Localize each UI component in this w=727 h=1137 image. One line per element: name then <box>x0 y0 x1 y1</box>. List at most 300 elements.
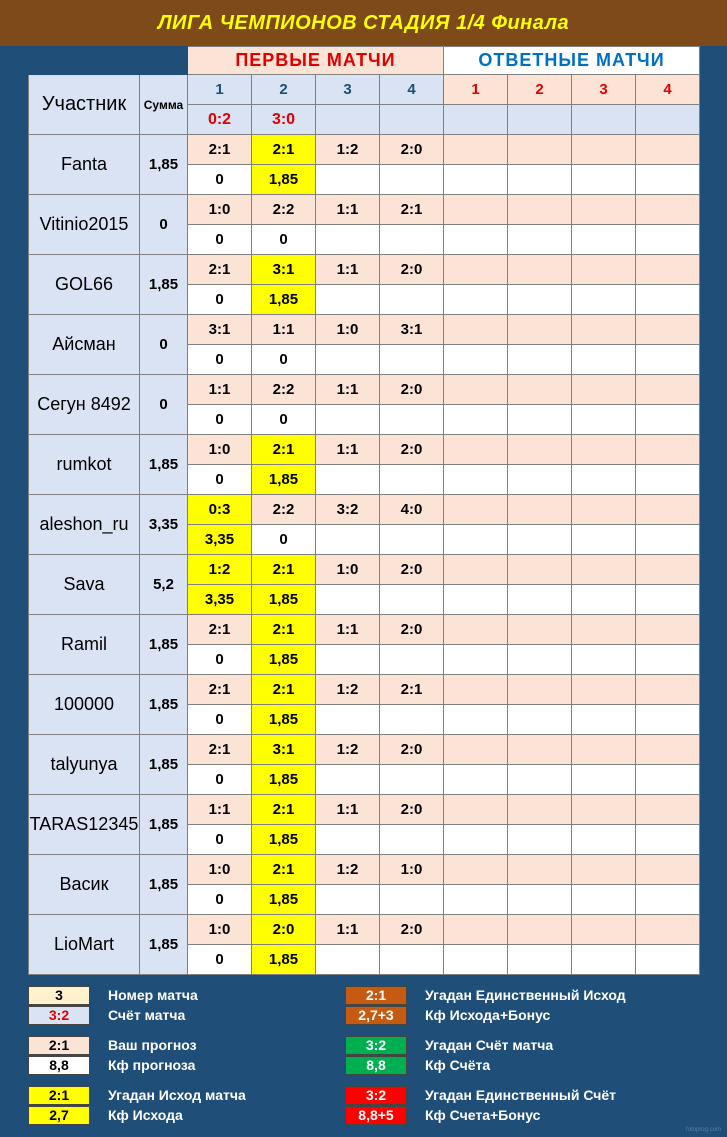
coefficient-cell <box>316 885 380 915</box>
return-coefficient-cell <box>508 765 572 795</box>
prediction-cell: 1:2 <box>188 555 252 585</box>
prediction-cell: 1:1 <box>252 315 316 345</box>
return-coefficient-cell <box>444 705 508 735</box>
return-prediction-cell <box>444 795 508 825</box>
return-coefficient-cell <box>572 765 636 795</box>
return-prediction-cell <box>444 675 508 705</box>
prediction-cell: 2:1 <box>252 135 316 165</box>
return-prediction-cell <box>636 915 700 945</box>
coefficient-cell: 3,35 <box>188 525 252 555</box>
return-prediction-cell <box>572 675 636 705</box>
prediction-cell: 1:2 <box>316 855 380 885</box>
coefficient-cell <box>316 765 380 795</box>
coefficient-cell: 1,85 <box>252 705 316 735</box>
sum-column-header: Сумма <box>140 75 188 135</box>
first-matches-header: ПЕРВЫЕ МАТЧИ <box>188 47 444 75</box>
prediction-cell: 2:1 <box>188 255 252 285</box>
return-coefficient-cell <box>444 525 508 555</box>
return-coefficient-cell <box>636 645 700 675</box>
return-prediction-cell <box>444 135 508 165</box>
participant-sum: 0 <box>140 315 188 375</box>
legend-label: Угадан Исход матча <box>108 1087 246 1103</box>
coefficient-cell: 0 <box>188 465 252 495</box>
participant-sum: 1,85 <box>140 735 188 795</box>
return-coefficient-cell <box>444 465 508 495</box>
coefficient-cell <box>380 705 444 735</box>
participant-column-header: Участник <box>29 75 140 135</box>
prediction-cell: 1:1 <box>316 915 380 945</box>
header-spacer <box>29 47 188 75</box>
coefficient-cell <box>316 465 380 495</box>
legend-label: Угадан Счёт матча <box>425 1037 554 1053</box>
legend-swatch: 3:2 <box>345 1036 407 1055</box>
participant-name: aleshon_ru <box>29 495 140 555</box>
participant-name: Ramil <box>29 615 140 675</box>
return-coefficient-cell <box>508 945 572 975</box>
participant-name: 100000 <box>29 675 140 735</box>
match-score: 0:2 <box>188 105 252 135</box>
legend-label: Кф Исхода <box>108 1107 183 1123</box>
prediction-cell: 2:1 <box>252 675 316 705</box>
return-coefficient-cell <box>508 465 572 495</box>
coefficient-cell <box>316 945 380 975</box>
return-coefficient-cell <box>508 405 572 435</box>
return-match-score <box>636 105 700 135</box>
coefficient-cell <box>316 405 380 435</box>
return-prediction-cell <box>636 555 700 585</box>
return-coefficient-cell <box>572 705 636 735</box>
return-coefficient-cell <box>444 825 508 855</box>
legend-label: Угадан Единственный Счёт <box>425 1087 617 1103</box>
participant-name: Сегун 8492 <box>29 375 140 435</box>
return-coefficient-cell <box>636 945 700 975</box>
legend <box>0 980 727 1137</box>
prediction-cell: 1:1 <box>316 195 380 225</box>
return-match-number: 3 <box>572 75 636 105</box>
prediction-cell: 1:1 <box>316 795 380 825</box>
return-coefficient-cell <box>636 285 700 315</box>
participant-row <box>29 375 700 405</box>
return-prediction-cell <box>636 375 700 405</box>
coefficient-cell: 0 <box>188 165 252 195</box>
return-prediction-cell <box>636 675 700 705</box>
return-coefficient-cell <box>508 645 572 675</box>
return-coefficient-cell <box>636 825 700 855</box>
prediction-cell: 3:1 <box>188 315 252 345</box>
return-coefficient-cell <box>444 405 508 435</box>
legend-item <box>28 1105 183 1125</box>
prediction-cell: 1:1 <box>316 255 380 285</box>
prediction-cell: 1:0 <box>316 315 380 345</box>
prediction-cell: 2:0 <box>380 435 444 465</box>
coefficient-cell: 0 <box>252 405 316 435</box>
return-prediction-cell <box>508 855 572 885</box>
participant-name: Vitinio2015 <box>29 195 140 255</box>
return-prediction-cell <box>444 195 508 225</box>
return-prediction-cell <box>444 555 508 585</box>
coefficient-cell: 1,85 <box>252 465 316 495</box>
coefficient-cell: 0 <box>188 285 252 315</box>
return-coefficient-cell <box>508 525 572 555</box>
return-match-score <box>572 105 636 135</box>
prediction-cell: 0:3 <box>188 495 252 525</box>
prediction-cell: 2:0 <box>380 255 444 285</box>
return-coefficient-cell <box>636 465 700 495</box>
participant-sum: 3,35 <box>140 495 188 555</box>
return-prediction-cell <box>508 315 572 345</box>
return-coefficient-cell <box>636 525 700 555</box>
legend-label: Ваш прогноз <box>108 1037 197 1053</box>
return-prediction-cell <box>572 615 636 645</box>
prediction-cell: 1:2 <box>316 135 380 165</box>
prediction-cell: 3:1 <box>252 255 316 285</box>
return-coefficient-cell <box>572 285 636 315</box>
coefficient-cell <box>316 585 380 615</box>
return-coefficient-cell <box>444 645 508 675</box>
legend-item <box>28 1005 185 1025</box>
prediction-cell: 4:0 <box>380 495 444 525</box>
return-prediction-cell <box>444 735 508 765</box>
return-prediction-cell <box>572 315 636 345</box>
coefficient-cell: 0 <box>188 825 252 855</box>
legend-swatch: 2,7 <box>28 1106 90 1125</box>
legend-item <box>345 1085 616 1105</box>
coefficient-cell: 0 <box>188 765 252 795</box>
legend-label: Угадан Единственный Исход <box>425 987 626 1003</box>
return-prediction-cell <box>444 615 508 645</box>
coefficient-cell <box>380 585 444 615</box>
coefficient-cell <box>380 945 444 975</box>
match-score <box>380 105 444 135</box>
participant-row <box>29 135 700 165</box>
coefficient-cell <box>316 825 380 855</box>
participant-sum: 1,85 <box>140 135 188 195</box>
participant-sum: 1,85 <box>140 675 188 735</box>
return-prediction-cell <box>572 915 636 945</box>
return-prediction-cell <box>572 375 636 405</box>
coefficient-cell <box>380 885 444 915</box>
participant-row <box>29 795 700 825</box>
return-prediction-cell <box>636 135 700 165</box>
return-prediction-cell <box>636 195 700 225</box>
participant-name: talyunya <box>29 735 140 795</box>
participant-name: Sava <box>29 555 140 615</box>
participant-name: TARAS12345 <box>29 795 140 855</box>
return-coefficient-cell <box>636 765 700 795</box>
legend-item <box>28 1035 197 1055</box>
return-match-number: 4 <box>636 75 700 105</box>
return-coefficient-cell <box>508 225 572 255</box>
coefficient-cell <box>316 285 380 315</box>
legend-item <box>345 1035 553 1055</box>
return-coefficient-cell <box>508 285 572 315</box>
participant-name: GOL66 <box>29 255 140 315</box>
coefficient-cell: 0 <box>252 345 316 375</box>
participant-sum: 1,85 <box>140 795 188 855</box>
coefficient-cell: 1,85 <box>252 945 316 975</box>
participant-sum: 1,85 <box>140 615 188 675</box>
prediction-cell: 2:0 <box>380 735 444 765</box>
prediction-cell: 2:1 <box>252 855 316 885</box>
coefficient-cell: 0 <box>252 225 316 255</box>
return-prediction-cell <box>444 915 508 945</box>
page-title: ЛИГА ЧЕМПИОНОВ СТАДИЯ 1/4 Финала <box>0 0 727 46</box>
return-prediction-cell <box>508 915 572 945</box>
return-coefficient-cell <box>572 405 636 435</box>
return-coefficient-cell <box>444 765 508 795</box>
first-match-number: 2 <box>252 75 316 105</box>
return-prediction-cell <box>572 735 636 765</box>
prediction-cell: 2:2 <box>252 195 316 225</box>
coefficient-cell <box>380 165 444 195</box>
coefficient-cell <box>316 225 380 255</box>
prediction-cell: 3:1 <box>380 315 444 345</box>
coefficient-cell: 0 <box>188 945 252 975</box>
coefficient-cell: 1,85 <box>252 645 316 675</box>
return-match-number: 1 <box>444 75 508 105</box>
return-prediction-cell <box>572 195 636 225</box>
coefficient-cell <box>380 765 444 795</box>
participant-sum: 1,85 <box>140 855 188 915</box>
return-coefficient-cell <box>636 345 700 375</box>
legend-item <box>345 1105 540 1125</box>
legend-item <box>28 1085 246 1105</box>
participant-row <box>29 735 700 765</box>
return-prediction-cell <box>508 195 572 225</box>
participant-row <box>29 315 700 345</box>
coefficient-cell <box>380 525 444 555</box>
return-prediction-cell <box>508 555 572 585</box>
return-prediction-cell <box>444 855 508 885</box>
return-coefficient-cell <box>444 885 508 915</box>
participant-row <box>29 675 700 705</box>
coefficient-cell: 0 <box>252 525 316 555</box>
prediction-cell: 2:1 <box>380 675 444 705</box>
coefficient-cell: 1,85 <box>252 285 316 315</box>
prediction-cell: 2:0 <box>380 375 444 405</box>
legend-swatch: 8,8 <box>345 1056 407 1075</box>
return-prediction-cell <box>572 255 636 285</box>
return-prediction-cell <box>636 855 700 885</box>
prediction-cell: 2:2 <box>252 375 316 405</box>
prediction-cell: 2:1 <box>380 195 444 225</box>
return-coefficient-cell <box>508 585 572 615</box>
coefficient-cell: 1,85 <box>252 825 316 855</box>
prediction-cell: 2:1 <box>252 615 316 645</box>
match-score <box>316 105 380 135</box>
return-prediction-cell <box>508 675 572 705</box>
coefficient-cell: 0 <box>188 405 252 435</box>
return-coefficient-cell <box>636 225 700 255</box>
first-match-number: 4 <box>380 75 444 105</box>
return-coefficient-cell <box>572 645 636 675</box>
return-prediction-cell <box>508 495 572 525</box>
participant-name: Васик <box>29 855 140 915</box>
coefficient-cell: 0 <box>188 645 252 675</box>
participant-row <box>29 915 700 945</box>
return-prediction-cell <box>444 375 508 405</box>
return-coefficient-cell <box>444 225 508 255</box>
prediction-cell: 1:0 <box>188 915 252 945</box>
return-prediction-cell <box>636 615 700 645</box>
coefficient-cell <box>380 645 444 675</box>
prediction-cell: 2:0 <box>380 915 444 945</box>
legend-item <box>28 985 198 1005</box>
legend-item <box>345 1055 490 1075</box>
first-match-number: 3 <box>316 75 380 105</box>
return-coefficient-cell <box>444 585 508 615</box>
return-coefficient-cell <box>572 465 636 495</box>
coefficient-cell: 0 <box>188 225 252 255</box>
return-coefficient-cell <box>508 825 572 855</box>
return-prediction-cell <box>508 615 572 645</box>
return-prediction-cell <box>508 735 572 765</box>
coefficient-cell: 1,85 <box>252 885 316 915</box>
prediction-cell: 2:1 <box>188 135 252 165</box>
prediction-cell: 2:0 <box>380 795 444 825</box>
return-prediction-cell <box>508 255 572 285</box>
return-prediction-cell <box>444 255 508 285</box>
coefficient-cell: 1,85 <box>252 585 316 615</box>
prediction-cell: 2:0 <box>380 555 444 585</box>
return-coefficient-cell <box>572 825 636 855</box>
coefficient-cell: 3,35 <box>188 585 252 615</box>
prediction-cell: 1:2 <box>316 675 380 705</box>
match-score: 3:0 <box>252 105 316 135</box>
prediction-cell: 2:2 <box>252 495 316 525</box>
return-prediction-cell <box>572 495 636 525</box>
return-prediction-cell <box>636 435 700 465</box>
participant-sum: 1,85 <box>140 915 188 975</box>
legend-swatch: 2:1 <box>28 1086 90 1105</box>
return-prediction-cell <box>444 315 508 345</box>
prediction-cell: 1:0 <box>316 555 380 585</box>
return-match-score <box>444 105 508 135</box>
return-matches-header: ОТВЕТНЫЕ МАТЧИ <box>444 47 700 75</box>
return-coefficient-cell <box>572 525 636 555</box>
return-coefficient-cell <box>572 345 636 375</box>
first-match-number: 1 <box>188 75 252 105</box>
prediction-cell: 2:0 <box>380 135 444 165</box>
prediction-cell: 2:0 <box>380 615 444 645</box>
return-coefficient-cell <box>508 885 572 915</box>
prediction-cell: 1:1 <box>188 795 252 825</box>
participant-sum: 5,2 <box>140 555 188 615</box>
legend-swatch: 3 <box>28 986 90 1005</box>
coefficient-cell: 1,85 <box>252 165 316 195</box>
legend-swatch: 3:2 <box>28 1006 90 1025</box>
participant-name: LioMart <box>29 915 140 975</box>
participant-row <box>29 555 700 585</box>
return-coefficient-cell <box>572 585 636 615</box>
participant-name: rumkot <box>29 435 140 495</box>
participant-row <box>29 855 700 885</box>
prediction-cell: 2:1 <box>252 795 316 825</box>
return-coefficient-cell <box>572 225 636 255</box>
legend-item <box>345 1005 550 1025</box>
return-coefficient-cell <box>636 705 700 735</box>
participant-row <box>29 435 700 465</box>
coefficient-cell <box>380 465 444 495</box>
return-prediction-cell <box>508 435 572 465</box>
legend-label: Счёт матча <box>108 1007 186 1023</box>
coefficient-cell <box>380 225 444 255</box>
return-prediction-cell <box>444 435 508 465</box>
return-prediction-cell <box>572 435 636 465</box>
return-prediction-cell <box>636 315 700 345</box>
legend-swatch: 2:1 <box>345 986 407 1005</box>
participant-row <box>29 615 700 645</box>
return-coefficient-cell <box>636 165 700 195</box>
return-prediction-cell <box>572 795 636 825</box>
prediction-cell: 1:1 <box>316 435 380 465</box>
coefficient-cell: 0 <box>188 705 252 735</box>
prediction-cell: 1:1 <box>316 375 380 405</box>
prediction-cell: 2:1 <box>188 735 252 765</box>
prediction-table <box>28 46 700 975</box>
coefficient-cell <box>380 825 444 855</box>
legend-label: Кф Счёта <box>425 1057 491 1073</box>
legend-swatch: 2:1 <box>28 1036 90 1055</box>
prediction-cell: 1:0 <box>188 855 252 885</box>
participant-sum: 1,85 <box>140 255 188 315</box>
prediction-cell: 1:0 <box>188 195 252 225</box>
prediction-cell: 1:2 <box>316 735 380 765</box>
return-prediction-cell <box>636 495 700 525</box>
prediction-cell: 1:1 <box>188 375 252 405</box>
participant-name: Айсман <box>29 315 140 375</box>
coefficient-cell <box>316 165 380 195</box>
legend-swatch: 8,8+5 <box>345 1106 407 1125</box>
coefficient-cell <box>380 405 444 435</box>
legend-label: Кф прогноза <box>108 1057 196 1073</box>
prediction-cell: 2:1 <box>252 555 316 585</box>
participant-sum: 1,85 <box>140 435 188 495</box>
return-coefficient-cell <box>636 885 700 915</box>
coefficient-cell: 0 <box>188 885 252 915</box>
return-coefficient-cell <box>444 345 508 375</box>
participant-row <box>29 255 700 285</box>
return-match-score <box>508 105 572 135</box>
prediction-cell: 1:1 <box>316 615 380 645</box>
return-coefficient-cell <box>444 945 508 975</box>
return-coefficient-cell <box>572 945 636 975</box>
return-coefficient-cell <box>636 585 700 615</box>
coefficient-cell <box>380 345 444 375</box>
participant-sum: 0 <box>140 375 188 435</box>
prediction-cell: 3:1 <box>252 735 316 765</box>
return-coefficient-cell <box>636 405 700 435</box>
return-prediction-cell <box>444 495 508 525</box>
return-prediction-cell <box>636 255 700 285</box>
legend-item <box>28 1055 195 1075</box>
return-coefficient-cell <box>572 885 636 915</box>
participant-row <box>29 195 700 225</box>
return-prediction-cell <box>636 795 700 825</box>
coefficient-cell <box>380 285 444 315</box>
prediction-cell: 3:2 <box>316 495 380 525</box>
prediction-cell: 1:0 <box>380 855 444 885</box>
legend-label: Номер матча <box>108 987 198 1003</box>
return-prediction-cell <box>636 735 700 765</box>
return-prediction-cell <box>572 135 636 165</box>
coefficient-cell <box>316 645 380 675</box>
prediction-cell: 2:1 <box>188 675 252 705</box>
legend-swatch: 3:2 <box>345 1086 407 1105</box>
prediction-cell: 2:1 <box>188 615 252 645</box>
return-prediction-cell <box>572 555 636 585</box>
prediction-cell: 2:1 <box>252 435 316 465</box>
